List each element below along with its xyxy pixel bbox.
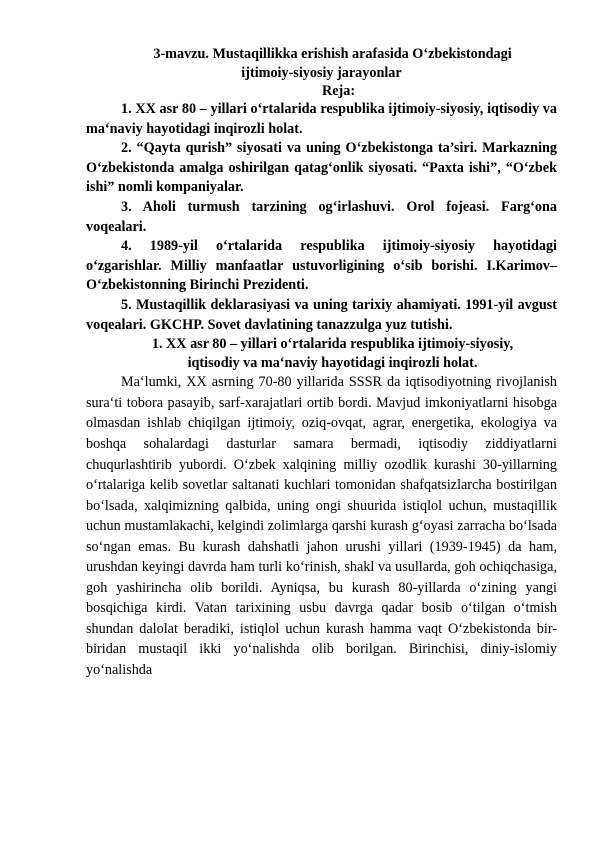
- plan-item: 1. XX asr 80 – yillari o‘rtalarida respublika ijtimoiy-siyosiy, iqtisodiy va ma‘naviy hayotidagi inqirozli holat.: [86, 101, 557, 137]
- plan-heading: Reja:: [321, 83, 356, 99]
- title-line-2: ijtimoiy-siyosiy jarayonlar: [241, 64, 402, 81]
- document-page: [86, 45, 557, 681]
- section-heading-line-1: 1. XX asr 80 – yillari o‘rtalarida respublika ijtimoiy-siyosiy,: [151, 336, 514, 353]
- plan-item: 2. “Qayta qurish” siyosati va uning O‘zbekistonga ta’siri. Markazning O‘zbekistonda amalga oshirilgan qatag‘onlik siyosati. “Paxta ishi”, “O‘zbek ishi” nomli kompaniyalar.: [86, 140, 557, 196]
- plan-item: 5. Mustaqillik deklarasiyasi va uning tarixiy ahamiyati. 1991-yil avgust voqealari. GKCHP. Sovet davlatining tanazzulga yuz tutishi.: [86, 296, 557, 333]
- body-paragraph: Ma‘lumki, XX asrning 70-80 yillarida SSSR da iqtisodiyotning rivojlanish sura‘ti tobora pasayib, sarf-xarajatlari ortib bordi. Mavjud imkoniyatlarni hisobga olmasdan ishlab chiqilgan ijtimoiy, oziq-ovqat, agrar, energetika, ekologiya va boshqa sohalardagi dasturlar samara bermadi, iqtisodiy ziddiyatlarni chuqurlashtirib yubordi. O‘zbek xalqining milliy ozodlik kurashi 30-yillarning o‘rtalariga kelib sovetlar saltanati kuchlari tomonidan shafqatsizlarcha bostirilgan bo‘lsada, xalqimizning qalbida, uning ongi shuurida istiqlol uchun, mustaqillik uchun mustamlakachi, kelgindi zolimlarga qarshi kurash g‘oyasi zarracha bo‘lsada so‘ngan emas. Bu kurash dahshatli jahon urushi yillari (1939-1945) da ham, urushdan keyingi davrda ham turli ko‘rinish, shakl va usullarda, goh ochiqchasiga, goh yashirincha olib borildi. Ayniqsa, bu kurash 80-yillarda o‘zining yangi bosqichiga kirdi. Vatan tarixining usbu davrga qadar bosib o‘tilgan o‘tmish shundan dalolat beradiki, istiqlol uchun kurash hamma vaqt O‘zbekistonda bir-biridan mustaqil ikki yo‘nalishda olib borilgan. Birinchisi, diniy-islomiy yo‘nalishda: [86, 374, 557, 678]
- plan-item: 3. Aholi turmush tarzining og‘irlashuvi. Orol fojeasi. Farg‘ona voqealari.: [86, 198, 557, 235]
- plan-list: [86, 100, 557, 335]
- section-heading-line-2: iqtisodiy va ma‘naviy hayotidagi inqirozli holat.: [187, 354, 478, 371]
- plan-item: 4. 1989-yil o‘rtalarida respublika ijtimoiy-siyosiy hayotidagi o‘zgarishlar. Milliy manfaatlar ustuvorligining o‘sib borishi. I.Karimov–O‘zbekistonning Birinchi Prezidenti.: [86, 238, 557, 294]
- document-title: [86, 45, 557, 82]
- section-heading: [86, 335, 557, 372]
- title-line-1: 3-mavzu. Mustaqillikka erishish arafasida O‘zbekistondagi: [153, 46, 512, 62]
